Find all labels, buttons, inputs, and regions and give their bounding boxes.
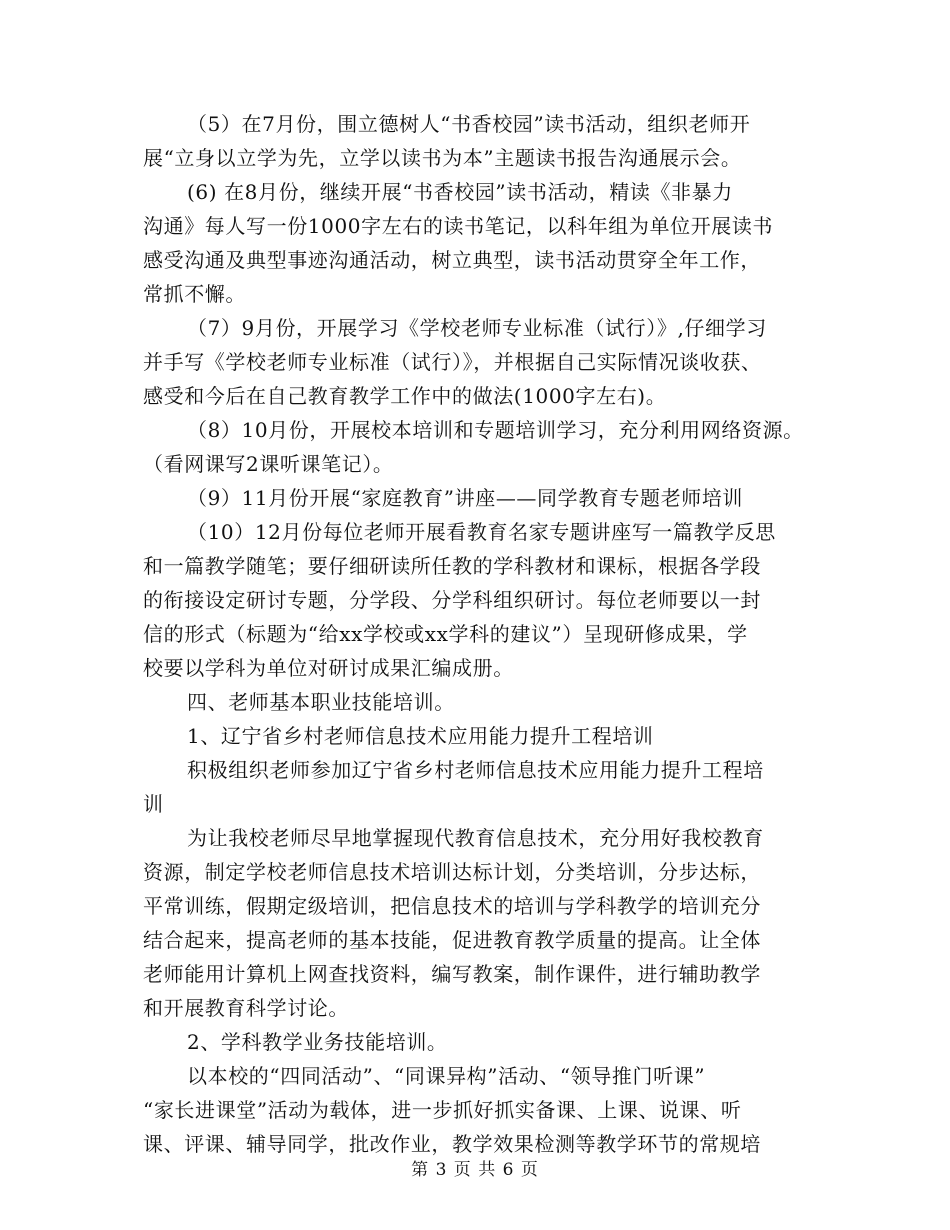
paragraph-line: 以本校的“四同活动”、“同课异构”活动、“领导推门听课” <box>187 1064 706 1088</box>
paragraph-line: 信的形式（标题为“给xx学校或xx学科的建议”）呈现研修成果，学 <box>143 622 748 646</box>
paragraph-line: 展“立身以立学为先，立学以读书为本”主题读书报告沟通展示会。 <box>143 146 742 170</box>
section-heading: 四、老师基本职业技能培训。 <box>187 690 455 714</box>
paragraph-line: 的衔接设定研讨专题，分学段、分学科组织研讨。每位老师要以一封 <box>143 588 761 612</box>
paragraph-line: 结合起来，提高老师的基本技能，促进教育教学质量的提高。让全体 <box>143 928 761 952</box>
paragraph-line: （9）11月份开展“家庭教育”讲座——同学教育专题老师培训 <box>187 486 744 510</box>
subsection-heading: 1、辽宁省乡村老师信息技术应用能力提升工程培训 <box>187 724 654 748</box>
paragraph-line: 感受和今后在自己教育教学工作中的做法(1000字左右)。 <box>143 384 667 408</box>
paragraph-line: （10）12月份每位老师开展看教育名家专题讲座写一篇教学反思 <box>187 520 776 544</box>
paragraph-line: 为让我校老师尽早地掌握现代教育信息技术，充分用好我校教育 <box>187 826 764 850</box>
paragraph-line: 并手写《学校老师专业标准（试行）》，并根据自己实际情况谈收获、 <box>143 350 762 374</box>
paragraph-line: 平常训练，假期定级培训，把信息技术的培训与学科教学的培训充分 <box>143 894 761 918</box>
paragraph-line: 常抓不懈。 <box>143 282 246 306</box>
paragraph-line: (6) 在8月份，继续开展“书香校园”读书活动，精读《非暴力 <box>187 180 733 204</box>
paragraph-line: 和一篇教学随笔；要仔细研读所任教的学科教材和课标，根据各学段 <box>143 554 761 578</box>
paragraph-line: 校要以学科为单位对研讨成果汇编成册。 <box>143 656 514 680</box>
paragraph-line: （8）10月份，开展校本培训和专题培训学习，充分利用网络资源。 <box>187 418 804 442</box>
paragraph-line: 课、评课、辅导同学，批改作业，教学效果检测等教学环节的常规培 <box>143 1132 761 1156</box>
paragraph-line: 老师能用计算机上网查找资料，编写教案，制作课件，进行辅助教学 <box>143 962 761 986</box>
paragraph-line: （5）在7月份，围立德树人“书香校园”读书活动，组织老师开 <box>187 112 751 136</box>
paragraph-line: 沟通》每人写一份1000字左右的读书笔记，以科年组为单位开展读书 <box>143 214 774 238</box>
paragraph-line: 训 <box>143 792 164 816</box>
paragraph-line: （7）9月份，开展学习《学校老师专业标准（试行）》,仔细学习 <box>187 316 767 340</box>
paragraph-line: 积极组织老师参加辽宁省乡村老师信息技术应用能力提升工程培 <box>187 758 764 782</box>
paragraph-line: （看网课写2课听课笔记）。 <box>143 452 394 476</box>
paragraph-line: “家长进课堂”活动为载体，进一步抓好抓实备课、上课、说课、听 <box>143 1098 742 1122</box>
subsection-heading: 2、学科教学业务技能培训。 <box>187 1030 448 1054</box>
paragraph-line: 感受沟通及典型事迹沟通活动，树立典型，读书活动贯穿全年工作， <box>143 248 761 272</box>
page-footer: 第 3 页 共 6 页 <box>411 1160 539 1180</box>
paragraph-line: 和开展教育科学讨论。 <box>143 996 349 1020</box>
paragraph-line: 资源，制定学校老师信息技术培训达标计划，分类培训，分步达标， <box>143 860 761 884</box>
